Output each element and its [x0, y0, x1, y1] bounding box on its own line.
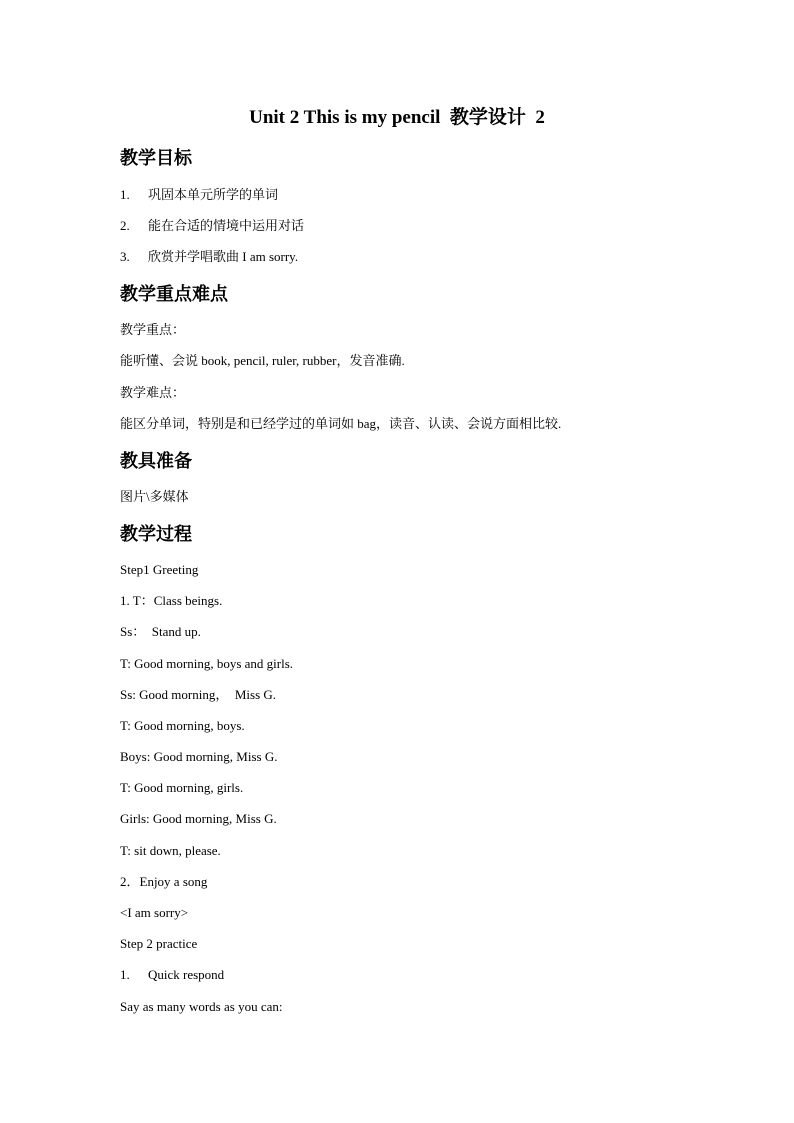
process-line: Step 2 practice [120, 936, 198, 951]
process-line: T: sit down, please. [120, 843, 221, 858]
process-heading: 教学过程 [120, 524, 192, 544]
process-numbered-item [120, 966, 224, 984]
objective-number: 3. [120, 249, 130, 264]
objective-item-3 [120, 248, 298, 266]
process-line: Step1 Greeting [120, 562, 199, 577]
process-line: Boys: Good morning, Miss G. [120, 749, 278, 764]
process-line: Girls: Good morning, Miss G. [120, 811, 277, 826]
document-title: Unit 2 This is my pencil 教学设计 2 [249, 107, 545, 128]
process-line: T: Good morning, girls. [120, 780, 244, 795]
objective-text: 欣赏并学唱歌曲 I am sorry. [148, 249, 299, 264]
process-item-text: Quick respond [148, 967, 225, 982]
objective-number: 1. [120, 187, 130, 202]
difficulty-text: 能区分单词，特别是和已经学过的单词如 bag，读音、认读、会说方面相比较. [120, 416, 562, 431]
difficulty-label: 教学难点： [120, 385, 186, 400]
process-line: <I am sorry> [120, 905, 189, 920]
process-line: 2．Enjoy a song [120, 874, 208, 889]
process-line: T: Good morning, boys. [120, 718, 245, 733]
materials-heading: 教具准备 [120, 451, 192, 471]
key-point-label: 教学重点： [120, 322, 186, 337]
process-item-number: 1. [120, 967, 130, 982]
materials-text: 图片\多媒体 [120, 489, 189, 504]
process-line: Ss: Good morning， Miss G. [120, 687, 277, 702]
objective-item-2 [120, 217, 304, 235]
objectives-heading: 教学目标 [120, 148, 192, 168]
key-points-heading: 教学重点难点 [120, 284, 228, 304]
process-line: T: Good morning, boys and girls. [120, 656, 294, 671]
process-line: Ss： Stand up. [120, 624, 201, 639]
process-last-line: Say as many words as you can: [120, 999, 283, 1014]
objective-text: 能在合适的情境中运用对话 [148, 218, 305, 233]
objective-number: 2. [120, 218, 130, 233]
objective-text: 巩固本单元所学的单词 [148, 187, 279, 202]
objective-item-1 [120, 186, 278, 204]
process-line: 1. T：Class beings. [120, 593, 223, 608]
key-point-text: 能听懂、会说 book, pencil, ruler, rubber，发音准确. [120, 353, 405, 368]
